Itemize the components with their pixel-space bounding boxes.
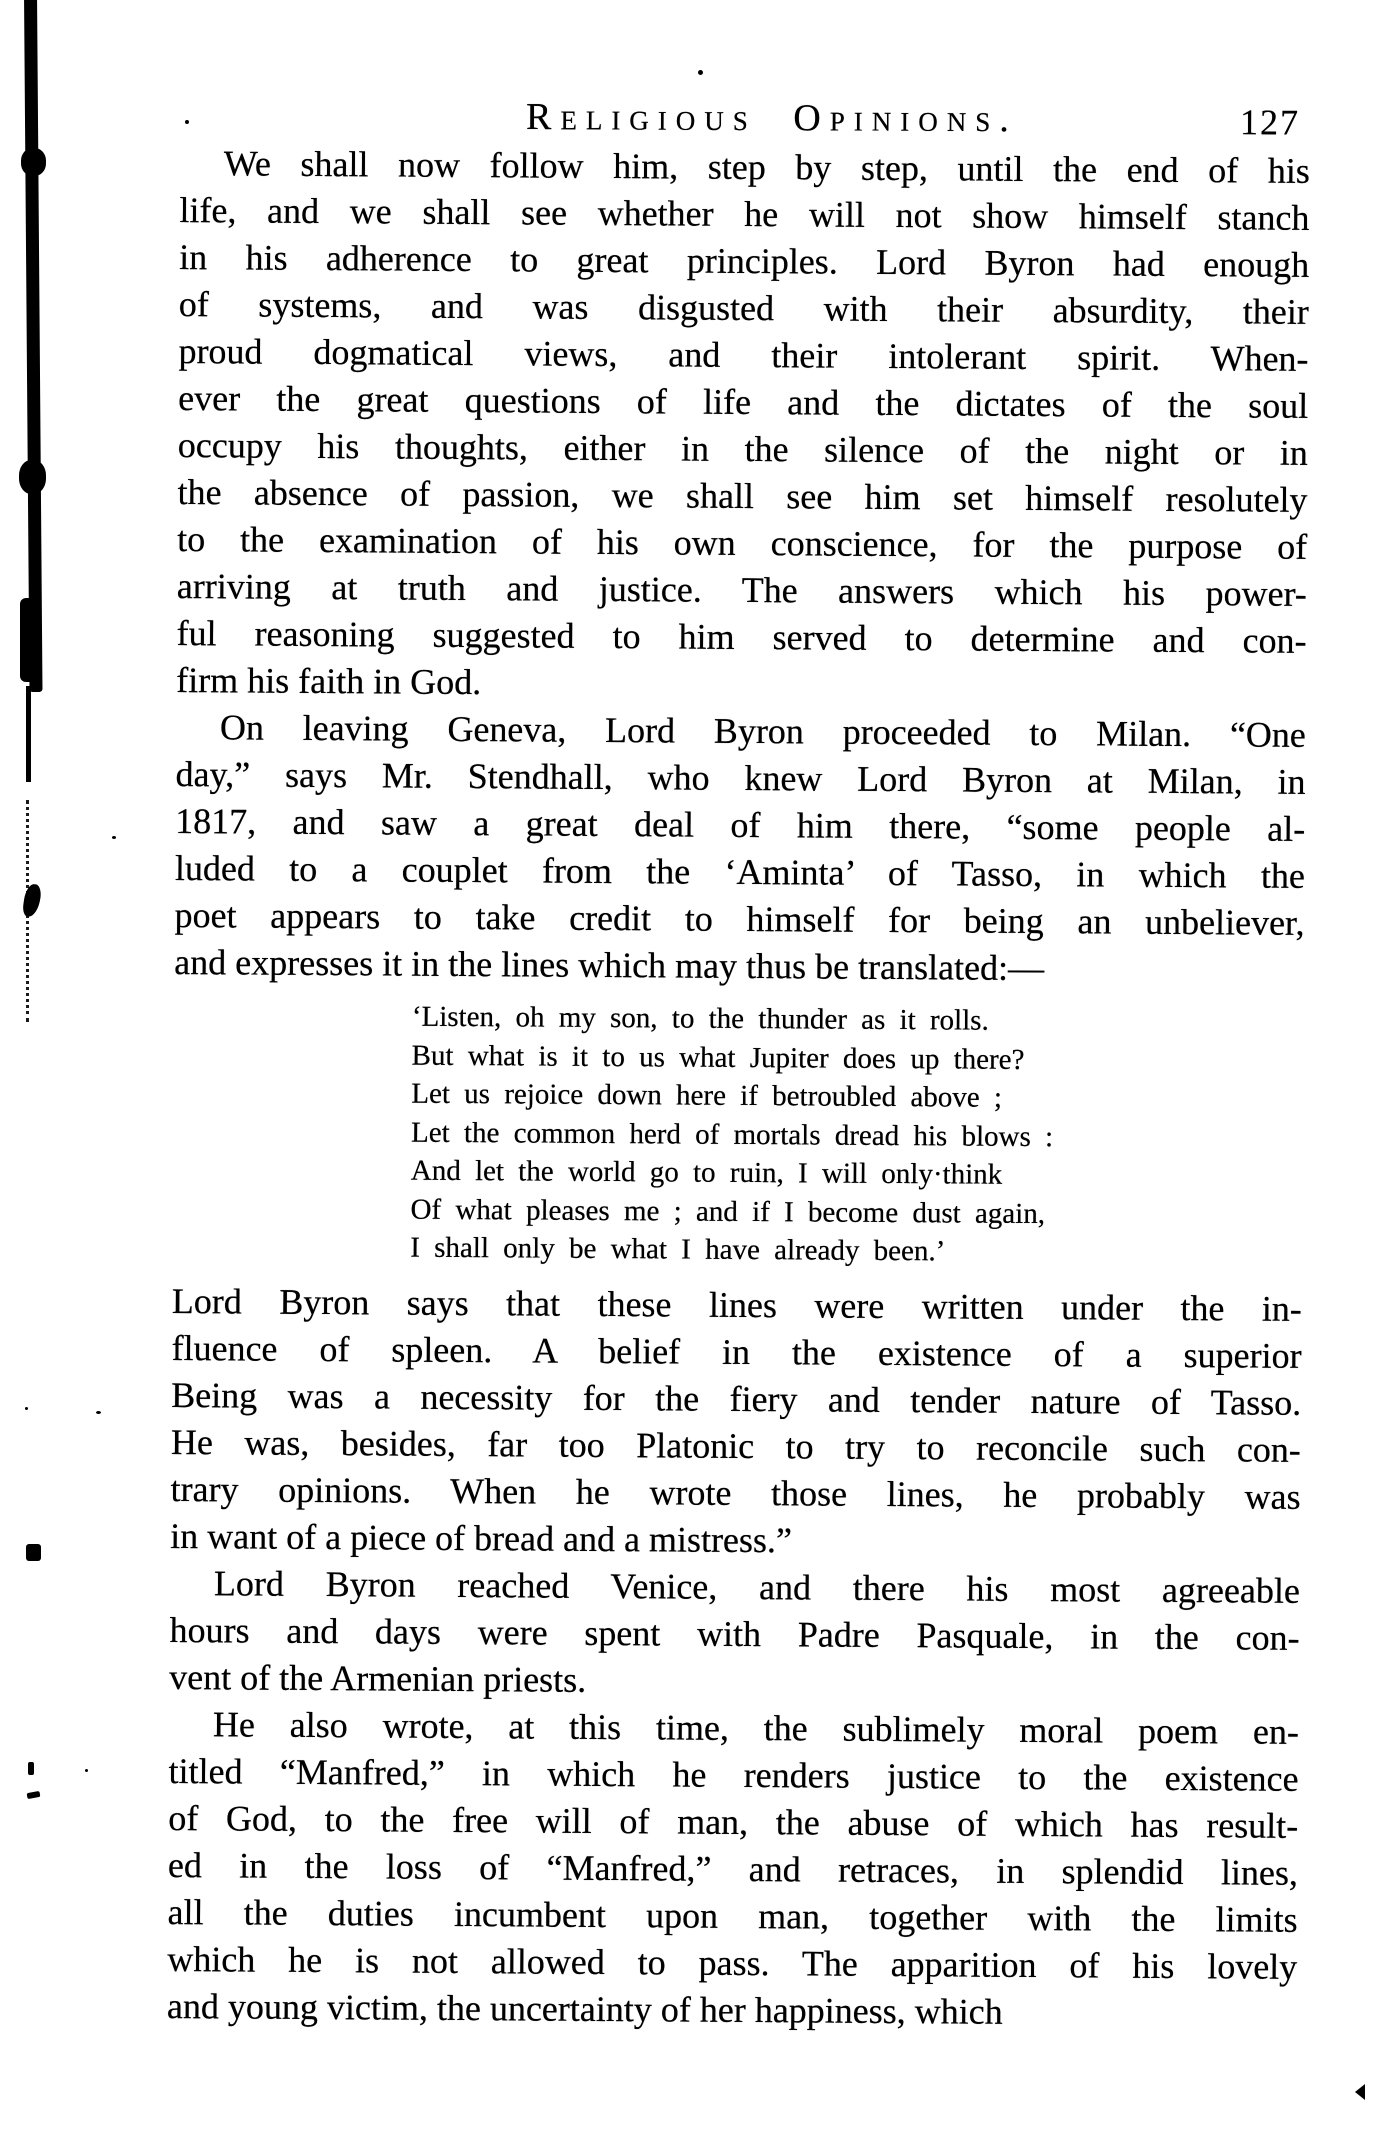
text-line: of God, to the free will of man, the abuse of which has result-: [168, 1797, 1299, 1846]
text-line: arriving at truth and justice. The answers which his power-: [176, 565, 1307, 614]
scan-speck: [698, 70, 703, 75]
text-line: titled “Manfred,” in which he renders justice to the existence: [168, 1750, 1299, 1799]
paragraph: [170, 1277, 1302, 1567]
text-line: fluence of spleen. A belief in the existence of a superior: [171, 1327, 1302, 1376]
text-line: Being was a necessity for the fiery and tender nature of Tasso.: [171, 1374, 1302, 1423]
text-line: firm his faith in God.: [176, 659, 482, 703]
text-line: ful reasoning suggested to him served to determine and con-: [176, 612, 1307, 661]
paragraph: [174, 704, 1306, 994]
scan-artifact-corner-mark: [1355, 2084, 1365, 2100]
scan-artifact-bar-bump: [21, 148, 46, 176]
text-line: Of what pleases me ; and if I become dust again,: [410, 1193, 1046, 1230]
text-line: to the examination of his own conscience, for the purpose of: [177, 518, 1308, 567]
text-line: occupy his thoughts, either in the silence of the night or in: [177, 424, 1308, 473]
text-line: On leaving Geneva, Lord Byron proceeded to Milan. “One: [219, 707, 1307, 755]
text-line: vent of the Armenian priests.: [169, 1656, 587, 1700]
paragraph: [169, 1559, 1300, 1708]
scan-artifact-thin-line: [26, 686, 31, 782]
scan-speck: [25, 1407, 28, 1410]
scan-speck: [85, 1769, 88, 1772]
scan-artifact-ink-mark: [28, 1762, 34, 1775]
scan-artifact-ink-mark: [27, 1791, 41, 1799]
text-line: ever the great questions of life and the dictates of the soul: [178, 377, 1309, 426]
text-line: Lord Byron says that these lines were written under the in-: [171, 1280, 1303, 1329]
text-line: of systems, and was disgusted with their absurdity, their: [178, 283, 1309, 332]
paragraph: [167, 1700, 1299, 2037]
text-line: I shall only be what I have already been.’: [410, 1231, 946, 1268]
text-line: And let the world go to ruin, I will only·think: [410, 1154, 1003, 1191]
text-line: ‘Listen, oh my son, to the thunder as it rolls.: [411, 1000, 989, 1037]
text-line: But what is it to us what Jupiter does up there?: [411, 1039, 1025, 1076]
text-line: 1817, and saw a great deal of him there, “some people al-: [175, 800, 1306, 849]
text-line: and expresses it in the lines which may thus be translated:—: [174, 941, 1045, 989]
text-line: Lord Byron reached Venice, and there his most agreeable: [213, 1562, 1301, 1611]
scan-artifact-bar-segment: [20, 598, 38, 682]
scan-speck: [96, 1411, 101, 1414]
text-line: luded to a couplet from the ‘Aminta’ of Tasso, in which the: [174, 847, 1306, 896]
text-line: ed in the loss of “Manfred,” and retraces, in splendid lines,: [167, 1844, 1299, 1893]
text-line: hours and days were spent with Padre Pasquale, in the con-: [169, 1609, 1300, 1658]
scan-artifact-ink-blob: [22, 883, 42, 918]
text-line: day,” says Mr. Stendhall, who knew Lord Byron at Milan, in: [175, 753, 1306, 802]
text-line: in want of a piece of bread and a mistress.”: [170, 1515, 793, 1560]
text-line: Let the common herd of mortals dread his blows :: [410, 1116, 1054, 1153]
text-line: proud dogmatical views, and their intolerant spirit. When-: [178, 330, 1309, 379]
text-line: poet appears to take credit to himself for being an unbeliever,: [174, 894, 1305, 943]
text-line: trary opinions. When he wrote those lines, he probably was: [170, 1468, 1301, 1517]
text-line: and young victim, the uncertainty of her happiness, which: [166, 1985, 1003, 2032]
scan-artifact-bar-bump: [19, 460, 46, 494]
text-line: He was, besides, far too Platonic to try to reconcile such con-: [170, 1421, 1302, 1470]
scan-artifact-gutter-bar: [24, 0, 42, 692]
text-line: all the duties incumbent upon man, together with the limits: [167, 1891, 1298, 1940]
text-line: We shall now follow him, step by step, until the end of his: [223, 143, 1310, 191]
scan-speck: [112, 836, 116, 839]
text-line: in his adherence to great principles. Lord Byron had enough: [179, 236, 1310, 285]
text-line: life, and we shall see whether he will not show himself stanch: [179, 189, 1310, 238]
poem-quote: [410, 998, 1304, 1274]
text-line: Let us rejoice down here if betroubled above ;: [411, 1077, 1003, 1114]
text-line: He also wrote, at this time, the sublimely moral poem en-: [212, 1703, 1300, 1752]
paragraph: [176, 140, 1310, 712]
text-line: the absence of passion, we shall see him set himself resolutely: [177, 471, 1308, 520]
text-line: which he is not allowed to pass. The apparition of his lovely: [167, 1938, 1298, 1987]
page-number: 127: [1239, 102, 1301, 143]
scan-artifact-ink-blob: [26, 1544, 41, 1561]
page-title: Religious Opinions.: [525, 96, 1018, 141]
text-block: [167, 140, 1310, 2037]
